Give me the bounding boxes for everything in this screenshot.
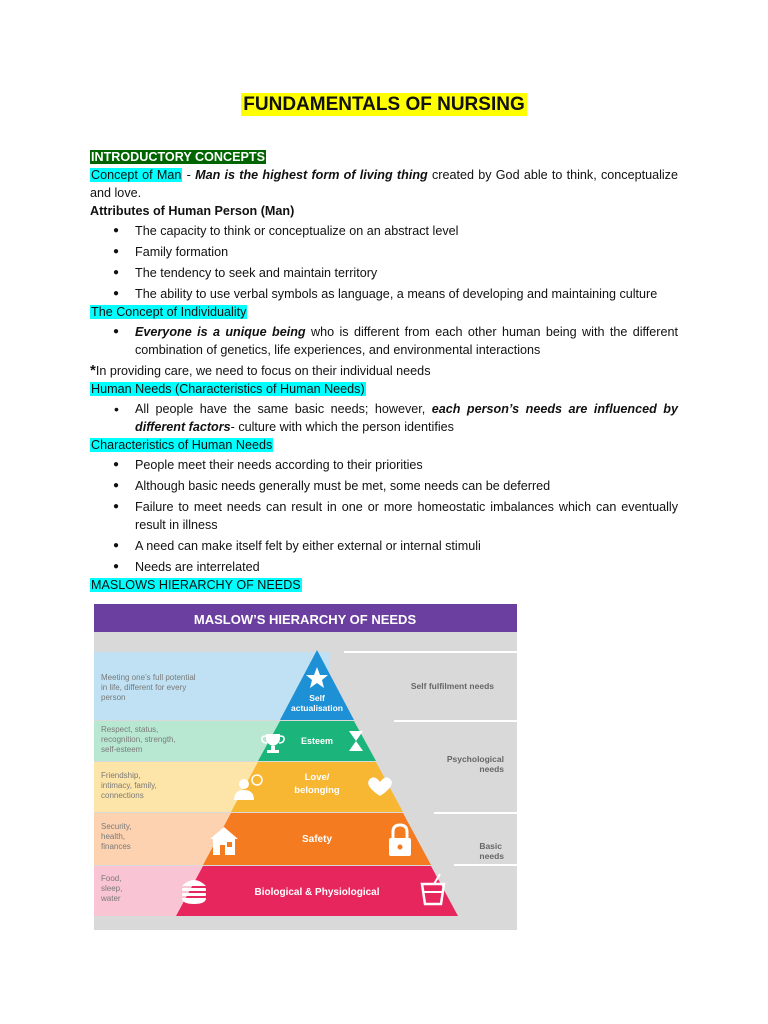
self-desc-1: Meeting one’s full potential (101, 673, 196, 682)
list-item (135, 323, 678, 359)
bio-desc-1: Food, (101, 874, 122, 883)
concept-of-man-rest: created by God able to think, conceptualize and love. (90, 168, 678, 200)
list-item: ● Although basic needs generally must be met, some needs can be deferred (135, 477, 678, 495)
list-item (135, 400, 678, 436)
list-item: ● People meet their needs according to their priorities (135, 456, 678, 474)
individuality-heading-line (90, 303, 678, 321)
note-text: In providing care, we need to focus on their individual needs (95, 364, 431, 378)
esteem-name: Esteem (300, 736, 334, 746)
self-desc-3: person (101, 693, 126, 702)
human-needs-heading: Human Needs (Characteristics of Human Needs) (91, 382, 365, 396)
safety-desc-2: health, (101, 832, 126, 841)
self-name-2: actualisation (291, 703, 343, 713)
document-body (90, 148, 678, 594)
love-desc-3: connections (101, 791, 144, 800)
individuality-list (90, 323, 678, 359)
esteem-desc-1: Respect, status, (101, 725, 159, 734)
love-name-2: belonging (294, 785, 340, 796)
human-needs-list (90, 400, 678, 436)
concept-of-man-paragraph (90, 166, 678, 202)
safety-desc-3: finances (101, 842, 131, 851)
self-category: Self fulfilment needs (410, 681, 494, 691)
attributes-heading: Attributes of Human Person (Man) (90, 204, 295, 218)
basic-category-1: Basic (479, 841, 502, 851)
intro-heading-line (90, 148, 678, 166)
love-desc-2: intimacy, family, (101, 781, 157, 790)
bio-desc-2: sleep, (101, 884, 123, 893)
concept-of-man-label: Concept of Man (91, 168, 182, 182)
intro-heading: INTRODUCTORY CONCEPTS (91, 150, 265, 164)
safety-name: Safety (301, 834, 333, 845)
list-item: ● The ability to use verbal symbols as language, a means of developing and maintaining culture (135, 285, 678, 303)
psych-category-2: needs (479, 764, 504, 774)
maslow-heading-line (90, 576, 678, 594)
list-item: ● The tendency to seek and maintain territory (135, 264, 678, 282)
document-title-wrap (0, 94, 768, 116)
characteristics-list (90, 456, 678, 576)
characteristics-heading-line (90, 436, 678, 454)
concept-of-man-bold: Man is the highest form of living thing (195, 168, 428, 182)
list-item: ● The capacity to think or conceptualize on an abstract level (135, 222, 678, 240)
list-item: ● Failure to meet needs can result in one or more homeostatic imbalances which can eventually result in illness (135, 498, 678, 534)
esteem-desc-2: recognition, strength, (101, 735, 176, 744)
characteristics-heading: Characteristics of Human Needs (91, 438, 273, 452)
maslow-svg (94, 604, 517, 930)
individuality-bold: Everyone is a unique being (135, 325, 306, 339)
attributes-list (90, 222, 678, 303)
love-desc-1: Friendship, (101, 771, 141, 780)
note-star: * (90, 362, 96, 379)
individuality-rest: who is different from each other human being with the different combination of genetics, life experiences, and environmental interactions (135, 325, 679, 357)
maslow-heading: MASLOWS HIERARCHY OF NEEDS (91, 578, 301, 592)
psych-category-1: Psychological (446, 754, 504, 764)
human-needs-heading-line (90, 380, 678, 398)
human-needs-bold: each person’s needs are influenced by different factors (135, 402, 678, 434)
bio-desc-3: water (101, 894, 121, 903)
bio-name: Biological & Physiological (254, 887, 380, 898)
list-item: ● Needs are interrelated (135, 558, 678, 576)
figure-title: MASLOW’S HIERARCHY OF NEEDS (193, 612, 417, 627)
individuality-note (90, 362, 678, 380)
esteem-desc-3: self-esteem (101, 745, 143, 754)
list-item: ● Family formation (135, 243, 678, 261)
safety-desc-1: Security, (101, 822, 132, 831)
love-name-1: Love/ (304, 772, 330, 783)
individuality-heading: The Concept of Individuality (91, 305, 247, 319)
list-item: ● A need can make itself felt by either external or internal stimuli (135, 537, 678, 555)
human-needs-start: All people have the same basic needs; however, (135, 402, 432, 416)
concept-of-man-sep: - (182, 168, 196, 182)
self-desc-2: in life, different for every (101, 683, 187, 692)
document-title: FUNDAMENTALS OF NURSING (243, 94, 525, 115)
human-needs-end: - culture with which the person identifies (230, 420, 454, 434)
self-name-1: Self (309, 693, 325, 703)
basic-category-2: needs (479, 851, 504, 861)
maslow-figure (94, 604, 517, 930)
